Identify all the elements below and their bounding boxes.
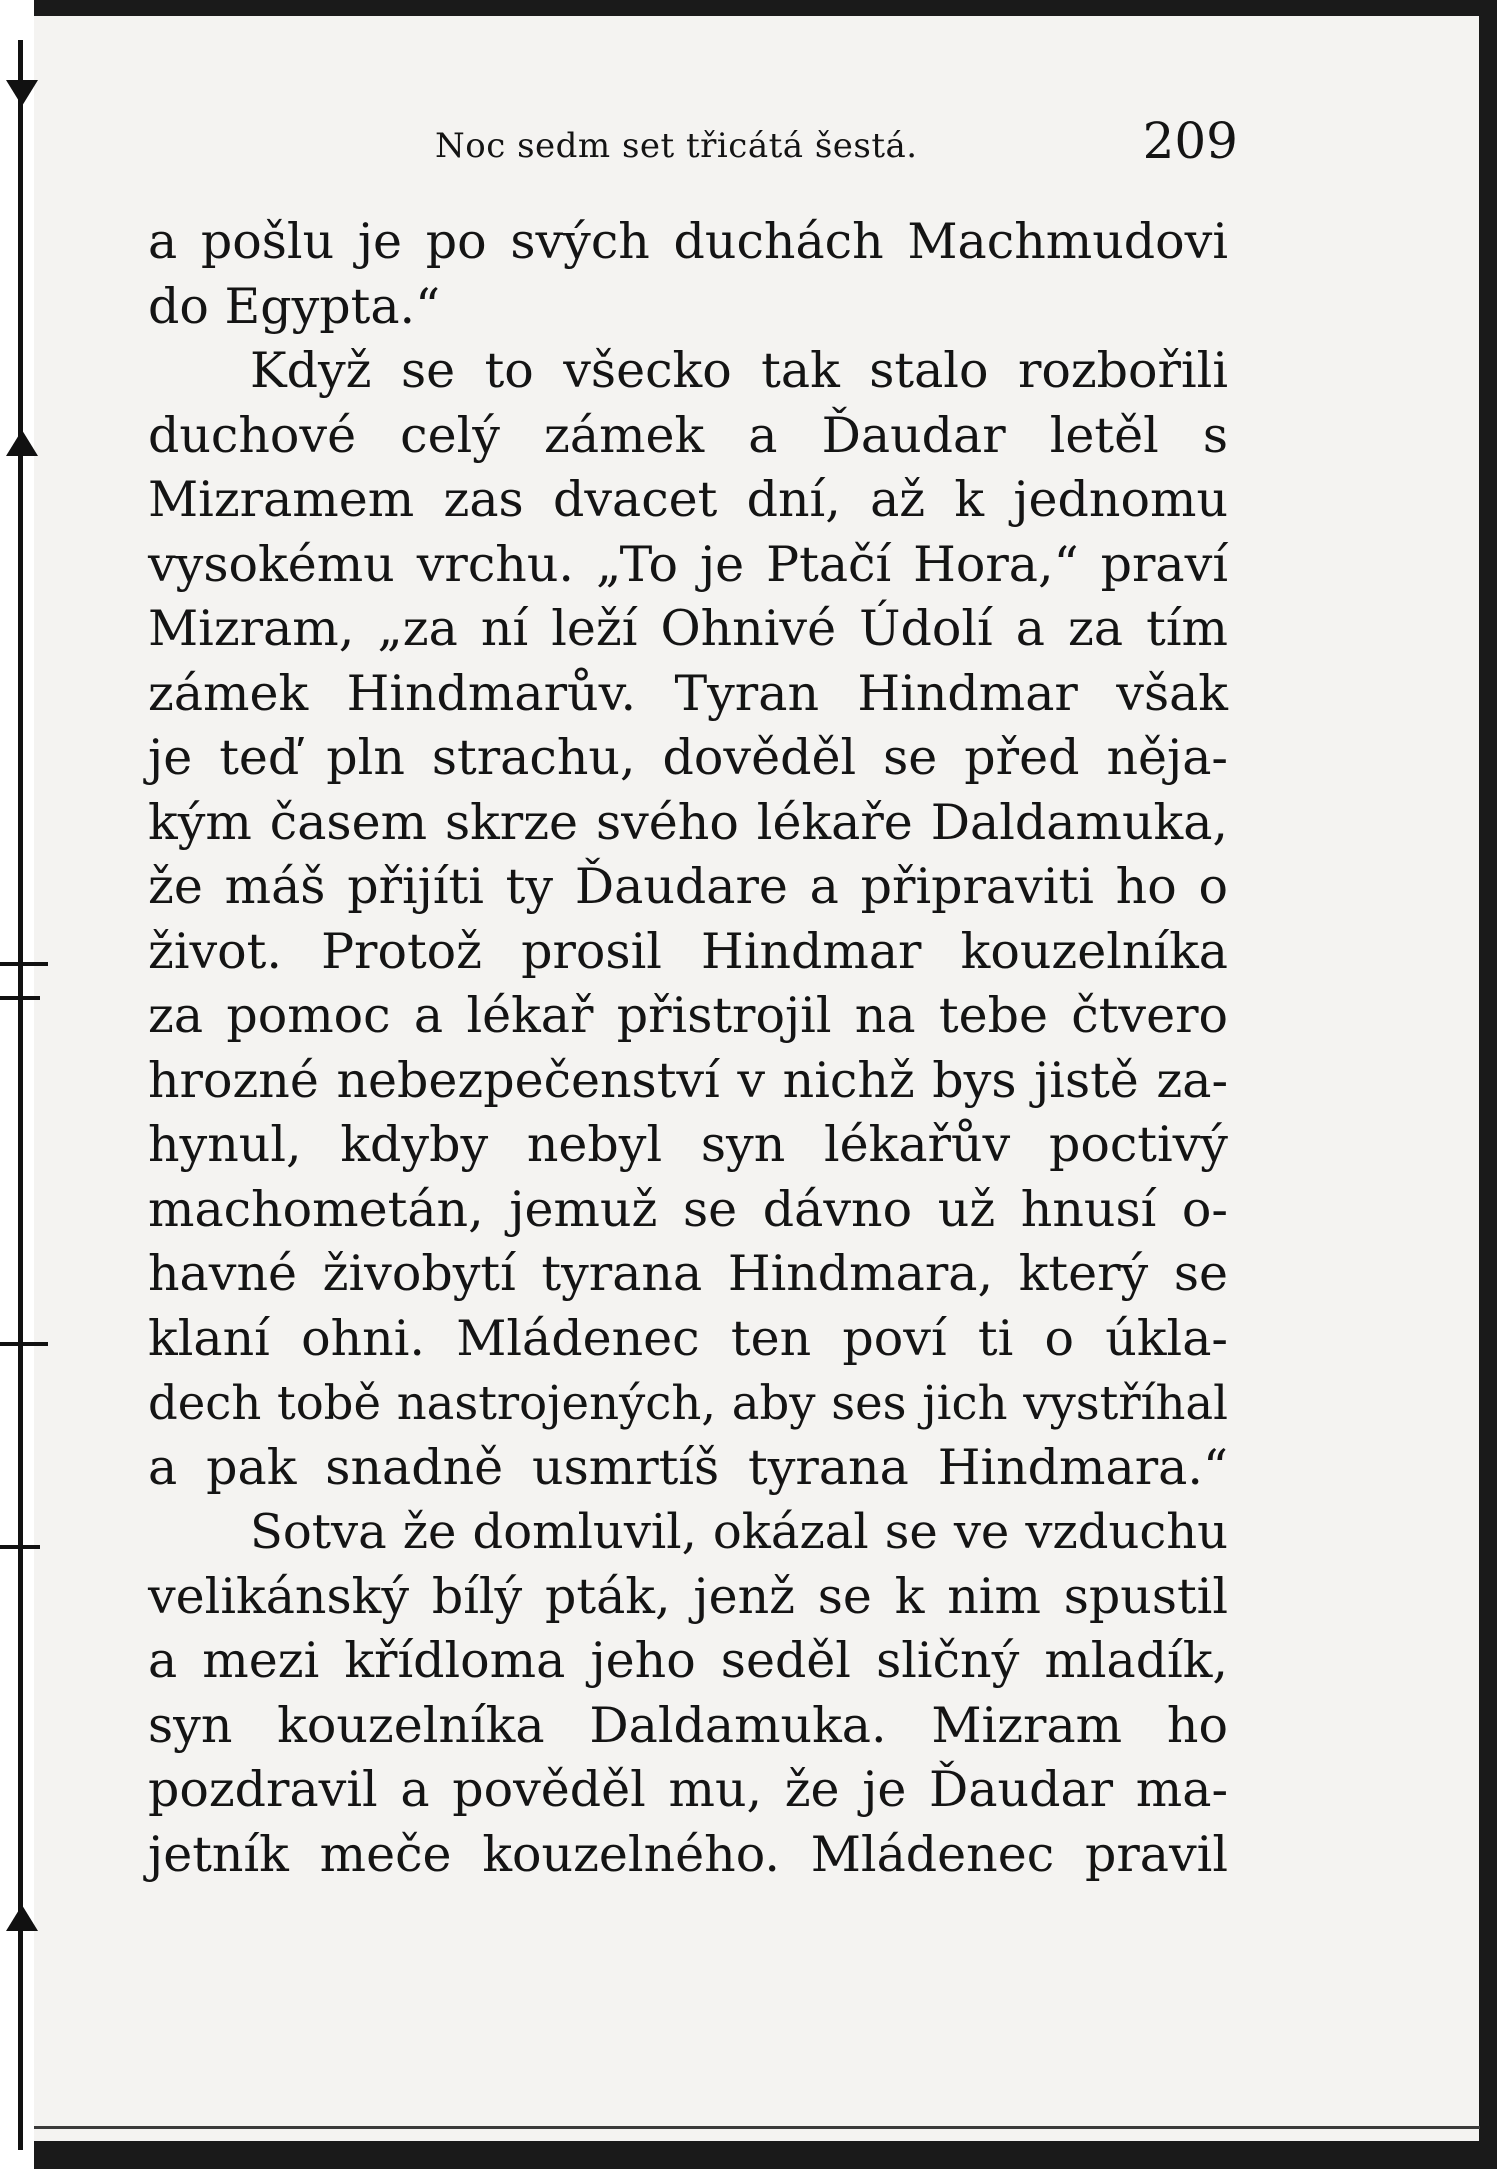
scan-edge-top bbox=[0, 0, 1497, 16]
text-line: machometán, jemuž se dávno už hnusí o- bbox=[148, 1180, 1228, 1238]
text-line: Sotva že domluvil, okázal se ve vzduchu bbox=[250, 1504, 1228, 1560]
text-line: Když se to všecko tak stalo rozbořili bbox=[250, 342, 1228, 399]
text-line: a pošlu je po svých duchách Machmudovi bbox=[148, 213, 1228, 270]
text-line: kým časem skrze svého lékaře Daldamuka, bbox=[148, 793, 1228, 851]
spine-tick bbox=[0, 996, 40, 1000]
text-line: a pak snadně usmrtíš tyrana Hindmara.“ bbox=[148, 1438, 1228, 1496]
text-line: Mizram, „za ní leží Ohnivé Údolí a za tím bbox=[148, 600, 1228, 657]
scan-edge-bottom bbox=[0, 2141, 1497, 2169]
page-header bbox=[150, 112, 1240, 182]
text-line: do Egypta.“ bbox=[148, 277, 441, 335]
text-line: život. Protož prosil Hindmar kouzelníka bbox=[148, 922, 1228, 980]
spine-arrow-icon bbox=[6, 430, 38, 456]
text-line: havné živobytí tyrana Hindmara, který se bbox=[148, 1245, 1228, 1302]
text-line: hynul, kdyby nebyl syn lékařův poctivý bbox=[148, 1116, 1228, 1173]
text-line: vysokému vrchu. „To je Ptačí Hora,“ praví bbox=[148, 535, 1228, 593]
text-line: zámek Hindmarův. Tyran Hindmar však bbox=[148, 664, 1228, 722]
spine-tick bbox=[0, 1545, 40, 1549]
text-line: klaní ohni. Mládenec ten poví ti o úkla- bbox=[148, 1309, 1228, 1367]
spine-tick bbox=[0, 1342, 48, 1346]
text-line: a mezi křídloma jeho seděl sličný mladík, bbox=[148, 1632, 1228, 1689]
text-line: za pomoc a lékař přistrojil na tebe čtvero bbox=[148, 987, 1228, 1044]
text-line: duchové celý zámek a Ďaudar letěl s bbox=[148, 406, 1228, 464]
text-line: pozdravil a pověděl mu, že je Ďaudar ma- bbox=[148, 1761, 1228, 1818]
spine-tick bbox=[0, 962, 48, 966]
text-line: velikánský bílý pták, jenž se k nim spustil bbox=[148, 1567, 1228, 1625]
text-line: syn kouzelníka Daldamuka. Mizram ho bbox=[148, 1696, 1228, 1754]
book-spine bbox=[0, 0, 34, 2169]
text-line: dech tobě nastrojených, aby ses jich vystříhal bbox=[148, 1376, 1228, 1430]
text-line: je teď pln strachu, dověděl se před něja- bbox=[148, 729, 1228, 786]
text-line: jetník meče kouzelného. Mládenec pravil bbox=[148, 1825, 1228, 1883]
spine-arrow-icon bbox=[6, 80, 38, 106]
scan-edge-right bbox=[1479, 0, 1497, 2169]
text-line: Mizramem zas dvacet dní, až k jednomu bbox=[148, 471, 1228, 528]
spine-arrow-icon bbox=[6, 1905, 38, 1931]
page-number: 209 bbox=[1142, 112, 1238, 170]
text-line: že máš přijíti ty Ďaudare a připraviti ho o bbox=[148, 858, 1228, 915]
running-title: Noc sedm set třicátá šestá. bbox=[435, 126, 918, 166]
scan-edge-bottom-line bbox=[0, 2126, 1480, 2129]
spine-line bbox=[18, 40, 23, 2150]
text-line: hrozné nebezpečenství v nichž bys jistě za- bbox=[148, 1051, 1228, 1109]
body-text bbox=[148, 210, 1228, 1887]
